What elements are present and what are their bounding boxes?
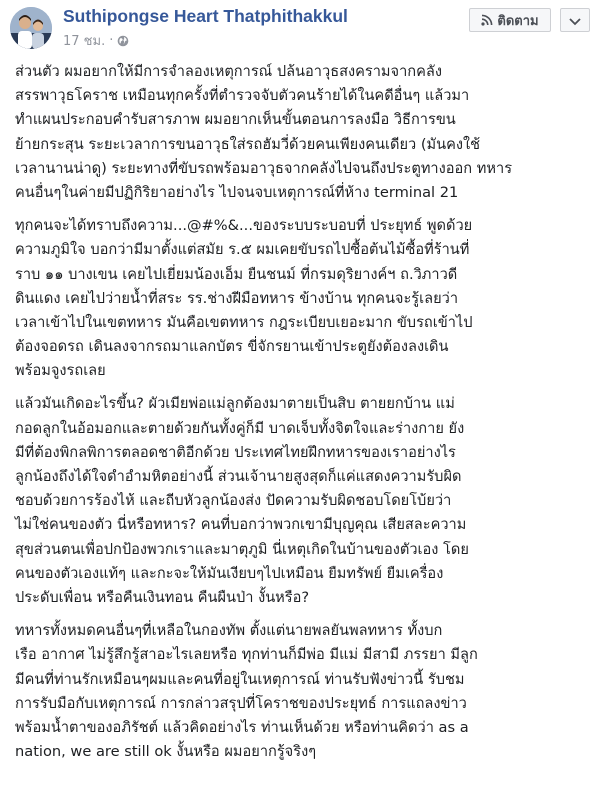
follow-label: ติดตาม — [497, 13, 539, 29]
text-line: ส่วนตัว ผมอยากให้มีการจำลองเหตุการณ์ ปล้นอาวุธสงครามจากคลัง — [15, 63, 442, 80]
text-line: ลูกน้องถึงได้ใจดำอำมหิตอย่างนี้ ส่วนเจ้านายสูงสุดก็แค่แสดงความรับผิด — [15, 468, 462, 485]
text-line: พร้อมจูงรถเลย — [15, 362, 106, 380]
text-line: พร้อมน้ำตาของอภิรัชต์ แล้วคิดอย่างไร ท่านเห็นด้วย หรือท่านคิดว่า as a — [15, 718, 469, 736]
avatar[interactable] — [10, 7, 52, 49]
text-line: มีที่ต้องพิกลพิการตลอดชาติอีกด้วย ประเทศไทยฝึกทหารของเราอย่างไร — [15, 443, 456, 461]
author-name[interactable]: Suthipongse Heart Thatphithakkul — [63, 6, 348, 26]
meta-separator: · — [109, 33, 114, 48]
text-line: ทำแผนประกอบคำรับสารภาพ ผมอยากเห็นขั้นตอนการลงมือ วิธีการขน — [15, 111, 456, 129]
post-body — [15, 60, 590, 764]
avatar-photo — [10, 7, 52, 49]
post-timestamp[interactable]: 17 ชม. — [63, 34, 106, 49]
text-line: สุขส่วนตนเพื่อปกป้องพวกเราและมาตุภูมิ นี่เหตุเกิดในบ้านของตัวเอง โดย — [15, 540, 469, 558]
text-line: ทหารทั้งหมดคนอื่นๆที่เหลือในกองทัพ ตั้งแต่นายพลยันพลทหาร ทั้งบก — [15, 622, 443, 640]
text-line: ดินแดง เคยไปว่ายน้ำที่สระ รร.ช่างฝีมือทหาร ข้างบ้าน ทุกคนจะรู้เลยว่า — [15, 289, 459, 307]
post-meta — [63, 30, 129, 51]
text-line: ราบ ๑๑ บางเขน เคยไปเยี่ยมน้องเอ็ม ยืนชนม์ ที่กรมดุริยางค์ฯ ถ.วิภาวดี — [15, 265, 458, 283]
globe-icon — [117, 35, 129, 47]
text-line: คนของตัวเองแท้ๆ และกะจะให้มันเงียบๆไปเหมือน ยืมทรัพย์ ยืมเครื่อง — [15, 564, 444, 582]
paragraph-gap — [15, 205, 590, 214]
post-header — [0, 0, 600, 58]
text-line: การรับมือกับเหตุการณ์ การกล่าวสรุปที่โคราชของประยุทธ์ การแถลงข่าว — [15, 694, 467, 712]
text-line: ไม่ใช่คนของตัว นี่หรือทหาร? คนที่บอกว่าพวกเขามีบุญคุณ เสียสละความ — [15, 516, 467, 534]
text-line: เวลาเข้าไปในเขตทหาร มันคือเขตทหาร กฎระเบียบเยอะมาก ขับรถเข้าไป — [15, 313, 473, 331]
text-line: ชอบด้วยการร้องไห้ และถีบหัวลูกน้องส่ง ปัดความรับผิดชอบโดยโบ้ยว่า — [15, 492, 452, 510]
follow-button[interactable] — [469, 8, 551, 32]
text-line: ทุกคนจะได้ทราบถึงความ...@#%&...ของระบบระบอบที่ ประยุทธ์ พูดด้วย — [15, 217, 473, 235]
text-line: คนอื่นๆในค่ายมีปฏิกิริยาอย่างไร ไปจนจบเหตุการณ์ที่ห้าง terminal 21 — [15, 183, 459, 201]
rss-icon — [481, 14, 493, 26]
text-line: ย้ายกระสุน ระยะเวลาการขนอาวุธใส่รถฮัมวี่ด้วยคนเพียงคนเดียว (มันคงใช้ — [15, 135, 481, 153]
chevron-down-icon — [569, 11, 581, 30]
post-paragraph-4 — [15, 619, 590, 764]
text-line: ประดับเพื่อน หรือคืนเงินทอน คืนผืนป่า งั้นหรือ? — [15, 588, 310, 606]
post-paragraph-3 — [15, 392, 590, 610]
text-line: แล้วมันเกิดอะไรขึ้น? ผัวเมียพ่อแม่ลูกต้องมาตายเป็นสิบ ตายยกบ้าน แม่ — [15, 395, 455, 413]
text-line: ความภูมิใจ บอกว่ามีมาตั้งแต่สมัย ร.๕ ผมเคยขับรถไปซื้อต้นไม้ซื้อที่ร้านที่ — [15, 241, 470, 259]
more-options-button[interactable] — [560, 8, 590, 32]
text-line: สรรพาวุธโคราช เหมือนทุกครั้งที่ตำรวจจับตัวคนร้ายได้ในคดีอื่นๆ แล้วมา — [15, 87, 470, 105]
text-line: มีคนที่ท่านรักเหมือนๆผมและคนที่อยู่ในเหตุการณ์ ท่านรับฟังข่าวนี้ รับชม — [15, 670, 465, 688]
text-line: เวลานานน่าดู) ระยะทางที่ขับรถพร้อมอาวุธจากคลังไปจนถึงประตูทางออก ทหาร — [15, 159, 513, 177]
text-line: กอดลูกในอ้อมอกและตายด้วยกันทั้งคู่ก็มี บาดเจ็บทั้งจิตใจและร่างกาย ยัง — [15, 419, 465, 437]
post-paragraph-2 — [15, 214, 590, 383]
text-line: ต้องจอดรถ เดินลงจากรถมาแลกบัตร ขี่จักรยานเข้าประตูยังต้องลงเดิน — [15, 338, 449, 356]
post-paragraph-1 — [15, 60, 590, 205]
text-line: nation, we are still ok งั้นหรือ ผมอยากรู้จริงๆ — [15, 743, 317, 761]
paragraph-gap — [15, 383, 590, 392]
text-line: เรือ อากาศ ไม่รู้สึกรู้สาอะไรเลยหรือ ทุกท่านก็มีพ่อ มีแม่ มีสามี ภรรยา มีลูก — [15, 646, 478, 664]
paragraph-gap — [15, 610, 590, 619]
